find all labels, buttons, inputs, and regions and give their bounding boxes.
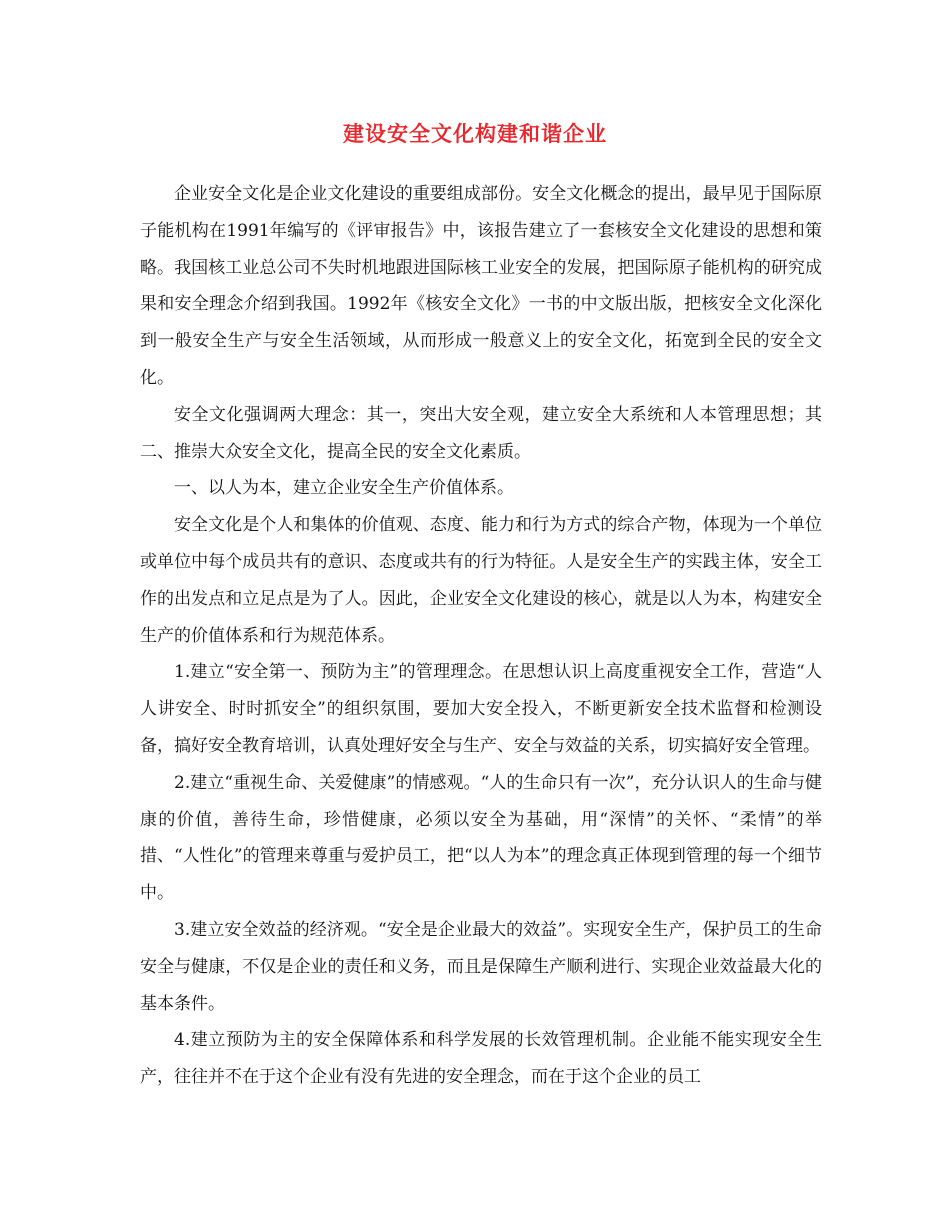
- paragraph-intro: 企业安全文化是企业文化建设的重要组成部份。安全文化概念的提出，最早见于国际原子能机构在1991年编写的《评审报告》中，该报告建立了一套核安全文化建设的思想和策略。我国核工业总公司不失时机地跟进国际核工业安全的发展，把国际原子能机构的研究成果和安全理念介绍到我国。1992年《核安全文化》一书的中文版出版，把核安全文化深化到一般安全生产与安全生活领域，从而形成一般意义上的安全文化，拓宽到全民的安全文化。: [140, 184, 822, 388]
- list-item-1: 1.建立“安全第一、预防为主”的管理理念。在思想认识上高度重视安全工作，营造“人人讲安全、时时抓安全”的组织氛围，要加大安全投入，不断更新安全技术监督和检测设备，搞好安全教育培训，认真处理好安全与生产、安全与效益的关系，切实搞好安全管理。: [140, 662, 822, 756]
- list-item-3: 3.建立安全效益的经济观。“安全是企业最大的效益”。实现安全生产，保护员工的生命安全与健康，不仅是企业的责任和义务，而且是保障生产顺利进行、实现企业效益最大化的基本条件。: [140, 919, 822, 1014]
- document-body: [140, 176, 822, 1096]
- document-title: 建设安全文化构建和谐企业: [343, 121, 607, 146]
- section-heading-1: 一、以人为本，建立企业安全生产价值体系。: [174, 478, 514, 499]
- paragraph-safety-culture-definition: 安全文化是个人和集体的价值观、态度、能力和行为方式的综合产物，体现为一个单位或单位中每个成员共有的意识、态度或共有的行为特征。人是安全生产的实践主体，安全工作的出发点和立足点是为了人。因此，企业安全文化建设的核心，就是以人为本，构建安全生产的价值体系和行为规范体系。: [140, 515, 822, 646]
- list-item-2: 2.建立“重视生命、关爱健康”的情感观。“人的生命只有一次”，充分认识人的生命与健康的价值，善待生命，珍惜健康，必须以安全为基础，用“深情”的关怀、“柔情”的举措、“人性化”的管理来尊重与爱护员工，把“以人为本”的理念真正体现到管理的每一个细节中。: [140, 772, 822, 904]
- paragraph-two-concepts: 安全文化强调两大理念：其一，突出大安全观，建立安全大系统和人本管理思想；其二、推崇大众安全文化，提高全民的安全文化素质。: [140, 404, 822, 462]
- list-item-4: 4.建立预防为主的安全保障体系和科学发展的长效管理机制。企业能不能实现安全生产，往往并不在于这个企业有没有先进的安全理念，而在于这个企业的员工: [140, 1030, 822, 1088]
